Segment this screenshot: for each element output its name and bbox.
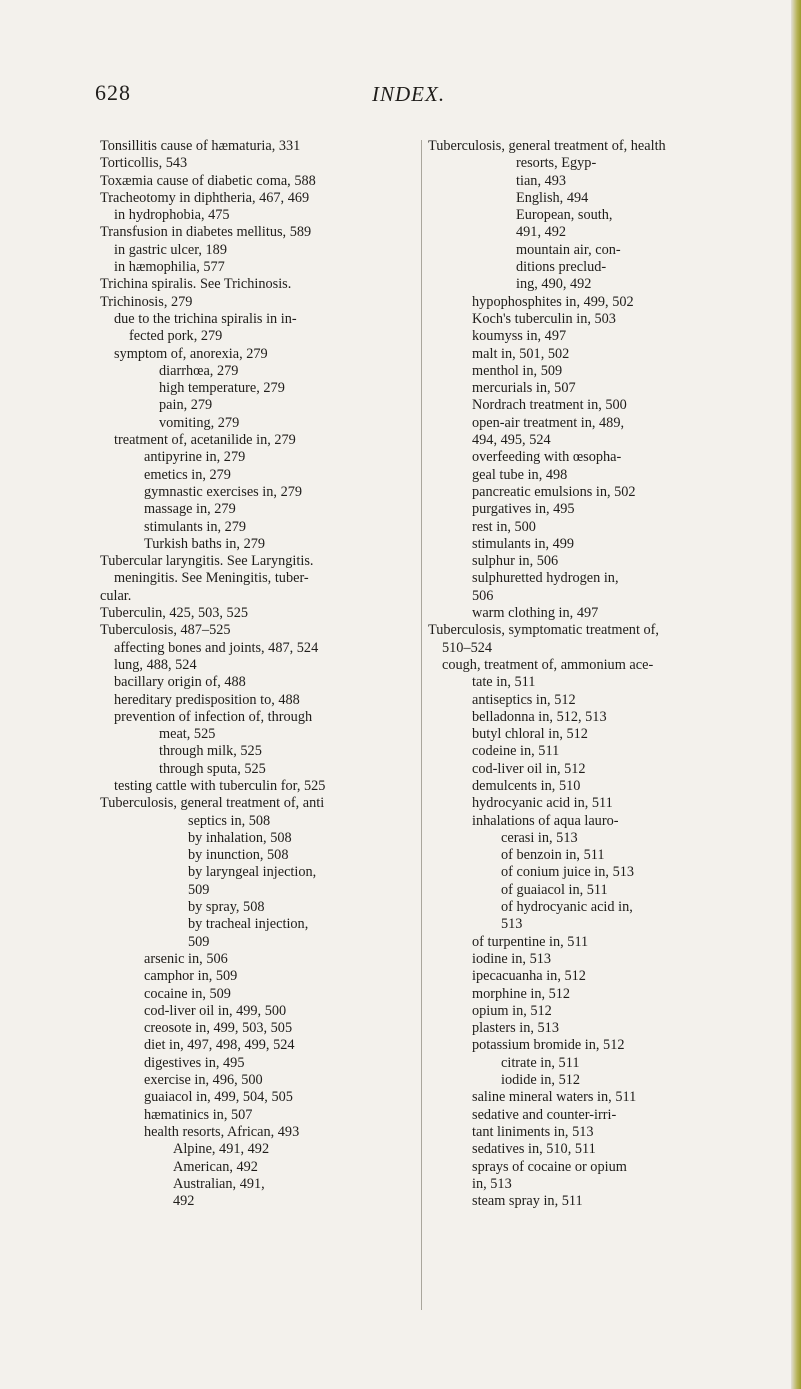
index-entry: European, south, bbox=[516, 207, 613, 224]
page-edge bbox=[791, 0, 801, 1389]
index-entry: pancreatic emulsions in, 502 bbox=[472, 483, 636, 500]
index-entry: Toxæmia cause of diabetic coma, 588 bbox=[100, 172, 316, 189]
index-entry: due to the trichina spiralis in in- bbox=[114, 310, 297, 327]
index-entry: cod-liver oil in, 499, 500 bbox=[144, 1002, 287, 1019]
index-entry: mercurials in, 507 bbox=[472, 380, 576, 397]
index-entry: codeine in, 511 bbox=[472, 743, 560, 760]
index-column-left bbox=[100, 138, 418, 1210]
index-entry: warm clothing in, 497 bbox=[472, 605, 599, 622]
index-entry: koumyss in, 497 bbox=[472, 328, 567, 345]
index-entry: pain, 279 bbox=[159, 397, 213, 414]
index-entry: opium in, 512 bbox=[472, 1002, 552, 1019]
index-entry: arsenic in, 506 bbox=[144, 950, 228, 967]
index-entry: Transfusion in diabetes mellitus, 589 bbox=[100, 224, 312, 241]
index-entry: stimulants in, 279 bbox=[144, 518, 247, 535]
index-entry: symptom of, anorexia, 279 bbox=[114, 345, 268, 362]
index-entry: belladonna in, 512, 513 bbox=[472, 708, 607, 725]
index-entry: Tubercular laryngitis. See Laryngitis. bbox=[100, 553, 314, 570]
index-entry: overfeeding with œsopha- bbox=[472, 449, 622, 466]
index-entry: by inhalation, 508 bbox=[188, 829, 292, 846]
index-entry: through sputa, 525 bbox=[159, 760, 266, 777]
index-entry: inhalations of aqua lauro- bbox=[472, 812, 619, 829]
index-entry: Tuberculosis, general treatment of, health bbox=[428, 138, 666, 154]
index-entry: by tracheal injection, bbox=[188, 916, 309, 933]
index-entry: Australian, 491, bbox=[173, 1175, 265, 1192]
index-entry: Tuberculosis, general treatment of, anti bbox=[100, 795, 325, 812]
index-entry: morphine in, 512 bbox=[472, 985, 571, 1002]
index-entry: cough, treatment of, ammonium ace- bbox=[442, 656, 654, 673]
index-entry: 506 bbox=[472, 587, 494, 604]
index-entry: mountain air, con- bbox=[516, 241, 621, 258]
index-entry: open-air treatment in, 489, bbox=[472, 414, 625, 431]
index-entry: geal tube in, 498 bbox=[472, 466, 568, 483]
index-entry: rest in, 500 bbox=[472, 518, 536, 535]
index-entry: gymnastic exercises in, 279 bbox=[144, 483, 303, 500]
index-entry: Tracheotomy in diphtheria, 467, 469 bbox=[100, 189, 310, 206]
index-entry: through milk, 525 bbox=[159, 743, 262, 760]
index-entry: Trichina spiralis. See Trichinosis. bbox=[100, 276, 292, 293]
index-entry: diet in, 497, 498, 499, 524 bbox=[144, 1037, 295, 1054]
index-entry: American, 492 bbox=[173, 1158, 258, 1175]
index-entry: of turpentine in, 511 bbox=[472, 933, 589, 950]
index-entry: iodide in, 512 bbox=[501, 1072, 581, 1089]
index-entry: antipyrine in, 279 bbox=[144, 449, 246, 466]
index-entry: cular. bbox=[100, 587, 132, 604]
index-entry: Alpine, 491, 492 bbox=[173, 1141, 270, 1158]
index-entry: exercise in, 496, 500 bbox=[144, 1072, 263, 1089]
index-entry: Turkish baths in, 279 bbox=[144, 535, 266, 552]
index-entry: hereditary predisposition to, 488 bbox=[114, 691, 300, 708]
index-entry: Tuberculosis, symptomatic treatment of, bbox=[428, 622, 659, 639]
index-entry: citrate in, 511 bbox=[501, 1054, 580, 1071]
index-entry: sedatives in, 510, 511 bbox=[472, 1141, 596, 1158]
page-header bbox=[0, 72, 801, 112]
index-entry: Nordrach treatment in, 500 bbox=[472, 397, 627, 414]
index-entry: in gastric ulcer, 189 bbox=[114, 241, 227, 258]
index-entry: prevention of infection of, through bbox=[114, 708, 313, 725]
index-entry: vomiting, 279 bbox=[159, 414, 240, 431]
index-entry: meningitis. See Meningitis, tuber- bbox=[114, 570, 309, 587]
index-entry: cocaine in, 509 bbox=[144, 985, 231, 1002]
index-entry: butyl chloral in, 512 bbox=[472, 726, 588, 743]
index-entry: camphor in, 509 bbox=[144, 968, 238, 985]
index-entry: creosote in, 499, 503, 505 bbox=[144, 1020, 293, 1037]
index-entry: hydrocyanic acid in, 511 bbox=[472, 795, 613, 812]
index-entry: testing cattle with tuberculin for, 525 bbox=[114, 777, 326, 794]
index-entry: potassium bromide in, 512 bbox=[472, 1037, 625, 1054]
index-entry: high temperature, 279 bbox=[159, 380, 285, 397]
index-entry: tian, 493 bbox=[516, 172, 567, 189]
index-entry: 491, 492 bbox=[516, 224, 567, 241]
index-entry: purgatives in, 495 bbox=[472, 501, 575, 518]
index-entry: hypophosphites in, 499, 502 bbox=[472, 293, 634, 310]
index-entry: sulphuretted hydrogen in, bbox=[472, 570, 619, 587]
index-entry: by spray, 508 bbox=[188, 899, 265, 916]
index-entry: resorts, Egyp- bbox=[516, 155, 597, 172]
index-entry: of guaiacol in, 511 bbox=[501, 881, 608, 898]
index-entry: in hæmophilia, 577 bbox=[114, 259, 225, 276]
index-entry: hæmatinics in, 507 bbox=[144, 1106, 253, 1123]
index-entry: 509 bbox=[188, 933, 210, 950]
index-entry: tate in, 511 bbox=[472, 674, 536, 691]
index-entry: plasters in, 513 bbox=[472, 1020, 559, 1037]
index-entry: Koch's tuberculin in, 503 bbox=[472, 310, 616, 327]
index-entry: Tuberculin, 425, 503, 525 bbox=[100, 605, 249, 622]
index-entry: sedative and counter-irri- bbox=[472, 1106, 617, 1123]
index-entry: demulcents in, 510 bbox=[472, 777, 581, 794]
index-entry: affecting bones and joints, 487, 524 bbox=[114, 639, 319, 656]
index-entry: fected pork, 279 bbox=[129, 328, 223, 345]
index-entry: 509 bbox=[188, 881, 210, 898]
index-entry: emetics in, 279 bbox=[144, 466, 231, 483]
index-column-right bbox=[428, 138, 778, 1210]
column-divider bbox=[421, 140, 422, 1310]
index-entry: treatment of, acetanilide in, 279 bbox=[114, 432, 296, 449]
index-entry: 492 bbox=[173, 1193, 195, 1210]
index-entry: meat, 525 bbox=[159, 726, 216, 743]
index-entry: septics in, 508 bbox=[188, 812, 271, 829]
index-entry: Tonsillitis cause of hæmaturia, 331 bbox=[100, 138, 301, 154]
index-entry: saline mineral waters in, 511 bbox=[472, 1089, 637, 1106]
index-entry: diarrhœa, 279 bbox=[159, 362, 239, 379]
index-entry: 513 bbox=[501, 916, 523, 933]
page-number: 628 bbox=[95, 80, 131, 105]
index-entry: steam spray in, 511 bbox=[472, 1193, 583, 1210]
index-entry: 494, 495, 524 bbox=[472, 432, 551, 449]
index-entry: guaiacol in, 499, 504, 505 bbox=[144, 1089, 293, 1106]
index-entry: ipecacuanha in, 512 bbox=[472, 968, 586, 985]
index-entry: in, 513 bbox=[472, 1175, 512, 1192]
index-entry: massage in, 279 bbox=[144, 501, 236, 518]
index-entry: 510–524 bbox=[442, 639, 493, 656]
index-entry: iodine in, 513 bbox=[472, 950, 552, 967]
index-entry: Torticollis, 543 bbox=[100, 155, 188, 172]
index-entry: by inunction, 508 bbox=[188, 847, 289, 864]
index-entry: menthol in, 509 bbox=[472, 362, 563, 379]
index-entry: cerasi in, 513 bbox=[501, 829, 578, 846]
index-entry: ing, 490, 492 bbox=[516, 276, 592, 293]
index-entry: lung, 488, 524 bbox=[114, 656, 197, 673]
index-entry: of benzoin in, 511 bbox=[501, 847, 605, 864]
index-entry: of hydrocyanic acid in, bbox=[501, 899, 633, 916]
index-entry: ditions preclud- bbox=[516, 259, 607, 276]
index-entry: sulphur in, 506 bbox=[472, 553, 559, 570]
index-entry: antiseptics in, 512 bbox=[472, 691, 576, 708]
index-entry: cod-liver oil in, 512 bbox=[472, 760, 586, 777]
index-entry: tant liniments in, 513 bbox=[472, 1123, 594, 1140]
index-entry: sprays of cocaine or opium bbox=[472, 1158, 627, 1175]
index-entry: of conium juice in, 513 bbox=[501, 864, 635, 881]
index-entry: English, 494 bbox=[516, 189, 589, 206]
index-entry: digestives in, 495 bbox=[144, 1054, 245, 1071]
index-entry: in hydrophobia, 475 bbox=[114, 207, 230, 224]
index-entry: health resorts, African, 493 bbox=[144, 1123, 300, 1140]
index-entry: stimulants in, 499 bbox=[472, 535, 575, 552]
index-entry: malt in, 501, 502 bbox=[472, 345, 570, 362]
running-head: INDEX. bbox=[372, 82, 446, 106]
index-entry: bacillary origin of, 488 bbox=[114, 674, 246, 691]
index-entry: by laryngeal injection, bbox=[188, 864, 317, 881]
index-entry: Trichinosis, 279 bbox=[100, 293, 193, 310]
index-entry: Tuberculosis, 487–525 bbox=[100, 622, 231, 639]
